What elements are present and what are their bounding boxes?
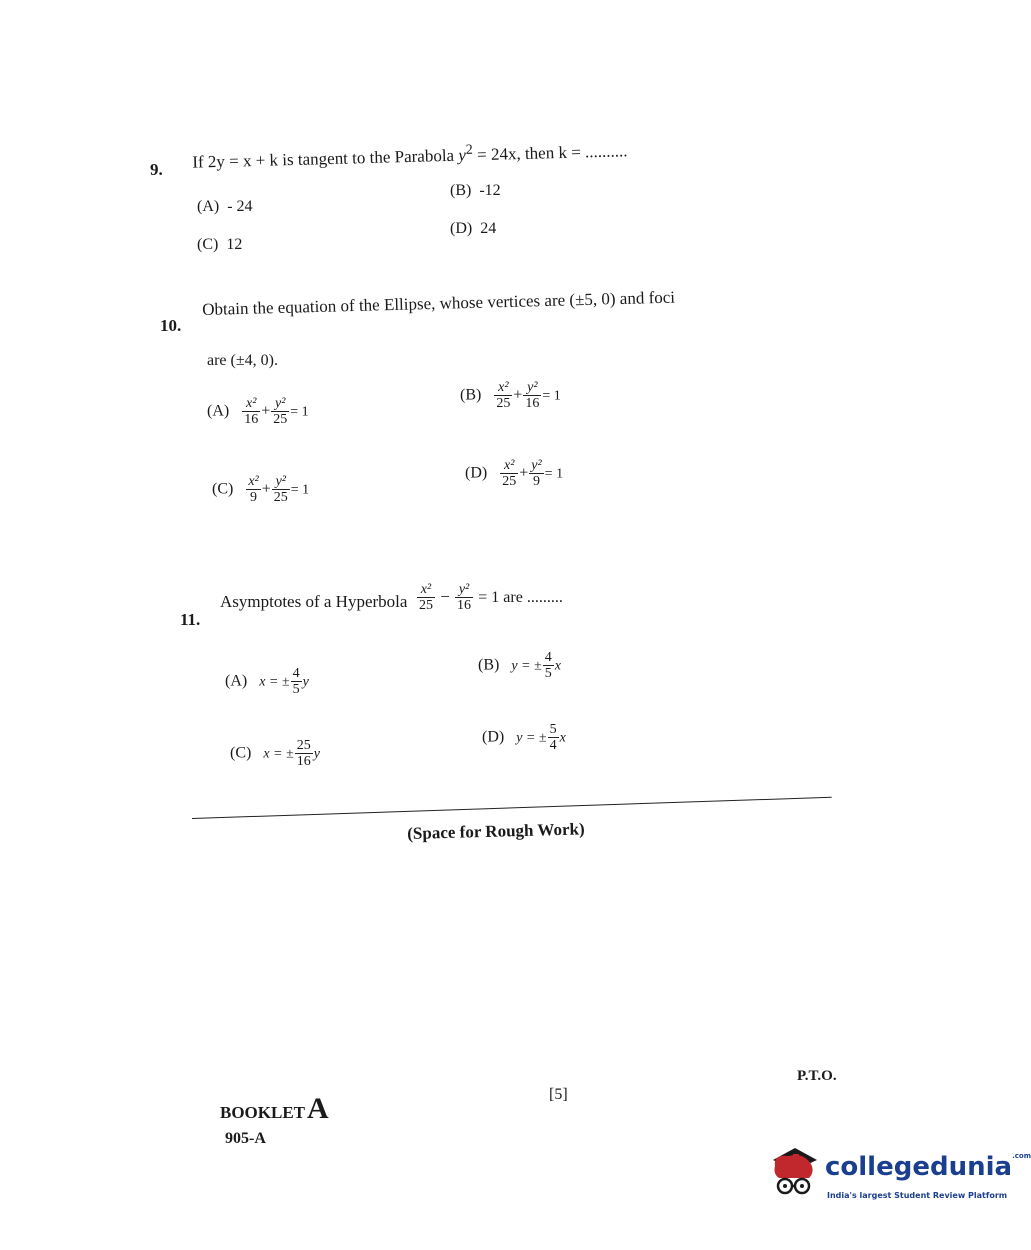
question-10-text-line2: are (±4, 0). [207, 352, 278, 369]
q9-option-d[interactable]: (D) 24 [450, 220, 497, 237]
question-11-number: 11. [180, 610, 201, 629]
logo-name: collegedunia$^{.com}$ [825, 1152, 1031, 1182]
rough-work-divider [192, 797, 832, 819]
question-11-tail: = 1 are ......... [478, 588, 563, 606]
logo-tagline: India's largest Student Review Platform [827, 1191, 1008, 1200]
question-11-label: Asymptotes of a Hyperbola [220, 591, 408, 611]
collegedunia-logo [765, 1142, 1031, 1210]
page-number: [5] [549, 1086, 568, 1103]
q11-option-b[interactable]: (B) y = ± $\frac{4}{5}$ x [478, 650, 561, 682]
q9-option-b[interactable]: (B) -12 [450, 182, 501, 199]
question-9-text-b: = 24x, then k = .......... [472, 141, 628, 165]
q9-option-a[interactable]: (A) - 24 [197, 198, 253, 215]
question-10-number: 10. [160, 316, 182, 335]
mascot-icon [765, 1142, 823, 1204]
question-9-text: If 2y = x + k is tangent to the Parabola $y^2 = 24x$, then k = .......... [192, 141, 628, 172]
q10-option-b[interactable]: (B) $\frac{\text{x²}}{25}$ + $\frac{\text{y²}}{16}$ = 1 [460, 380, 561, 412]
question-9-text-a: If 2y = x + k is tangent to the Parabola [192, 145, 459, 172]
q11-option-d[interactable]: (D) y = ± $\frac{5}{4}$ x [482, 722, 566, 754]
booklet-code: 905-A [225, 1130, 266, 1147]
q11-option-a[interactable]: (A) x = ± $\frac{4}{5}$ y [225, 666, 309, 698]
question-10-text-line1: Obtain the equation of the Ellipse, whose vertices are (±5, 0) and foci [202, 287, 676, 319]
pto-label: P.T.O. [797, 1068, 837, 1084]
question-11-text: Asymptotes of a Hyperbola $\frac{\text{x²}}{25}$ − $\frac{\text{y²}}{16}$ = 1 are ......... [220, 582, 563, 614]
rough-work-label: (Space for Rough Work) [407, 819, 585, 843]
q9-option-c[interactable]: (C) 12 [197, 236, 243, 253]
q10-option-c[interactable]: (C) $\frac{\text{x²}}{9}$ + $\frac{\text{y²}}{25}$ = 1 [212, 474, 310, 506]
q10-option-d[interactable]: (D) $\frac{\text{x²}}{25}$ + $\frac{\text{y²}}{9}$ = 1 [465, 458, 564, 490]
question-9-number: 9. [150, 160, 163, 179]
booklet-label: BOOKLETA [220, 1092, 329, 1125]
q11-option-c[interactable]: (C) x = ± $\frac{25}{16}$ y [230, 738, 320, 770]
q10-option-a[interactable]: (A) $\frac{\text{x²}}{16}$ + $\frac{\text{y²}}{25}$ = 1 [207, 396, 309, 428]
